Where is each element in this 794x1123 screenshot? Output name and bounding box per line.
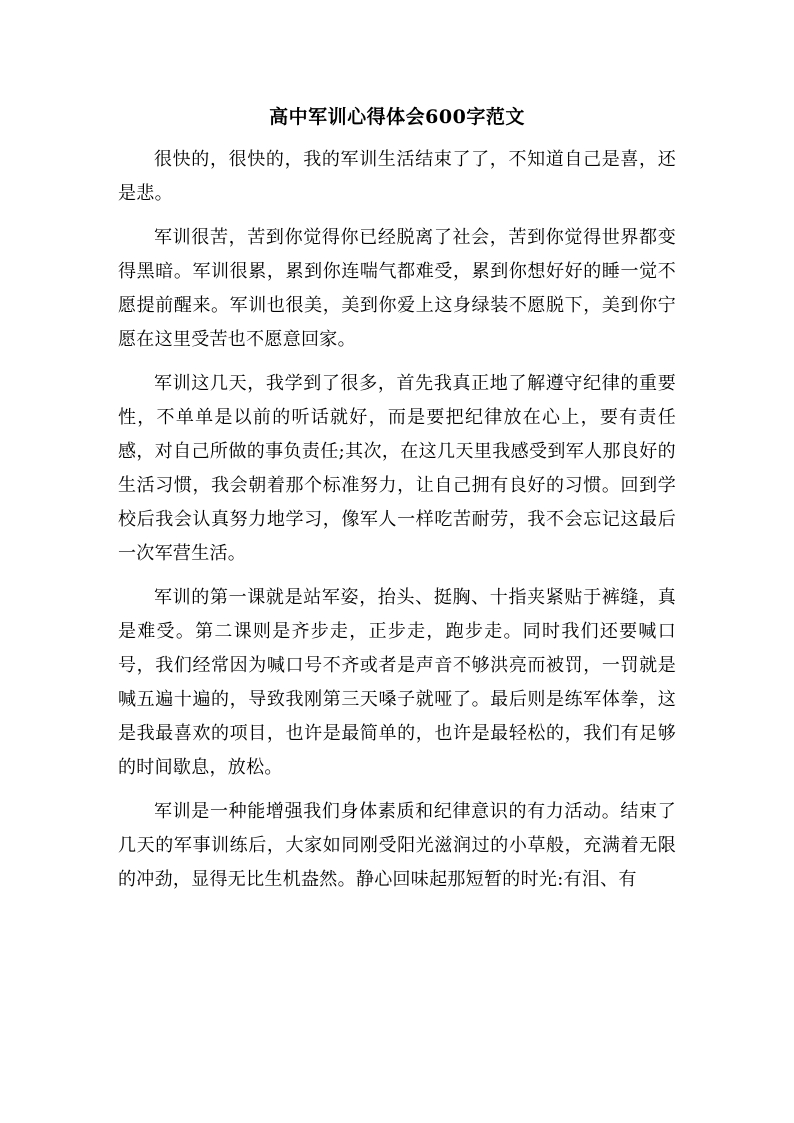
paragraph-1: 很快的，很快的，我的军训生活结束了了，不知道自己是喜，还是悲。 bbox=[118, 149, 676, 204]
document-title: 高中军训心得体会600字范文 bbox=[269, 106, 525, 128]
paragraph-5: 军训是一种能增强我们身体素质和纪律意识的有力活动。结束了几天的军事训练后，大家如同刚受阳光滋润过的小草般，充满着无限的冲劲，显得无比生机盎然。静心回味起那短暂的时光:有泪、有 bbox=[118, 801, 676, 890]
document-body bbox=[118, 143, 676, 907]
paragraph-2: 军训很苦，苦到你觉得你已经脱离了社会，苦到你觉得世界都变得黑暗。军训很累，累到你连喘气都难受，累到你想好好的睡一觉不愿提前醒来。军训也很美，美到你爱上这身绿装不愿脱下，美到你宁愿在这里受苦也不愿意回家。 bbox=[118, 227, 676, 350]
paragraph-4: 军训的第一课就是站军姿，抬头、挺胸、十指夹紧贴于裤缝，真是难受。第二课则是齐步走，正步走，跑步走。同时我们还要喊口号，我们经常因为喊口号不齐或者是声音不够洪亮而被罚，一罚就是喊五遍十遍的，导致我刚第三天嗓子就哑了。最后则是练军体拳，这是我最喜欢的项目，也许是最简单的，也许是最轻松的，我们有足够的时间歇息，放松。 bbox=[118, 587, 676, 778]
paragraph-3: 军训这几天，我学到了很多，首先我真正地了解遵守纪律的重要性，不单单是以前的听话就好，而是要把纪律放在心上，要有责任感，对自己所做的事负责任;其次，在这几天里我感受到军人那良好的生活习惯，我会朝着那个标准努力，让自己拥有良好的习惯。回到学校后我会认真努力地学习，像军人一样吃苦耐劳，我不会忘记这最后一次军营生活。 bbox=[118, 373, 676, 564]
